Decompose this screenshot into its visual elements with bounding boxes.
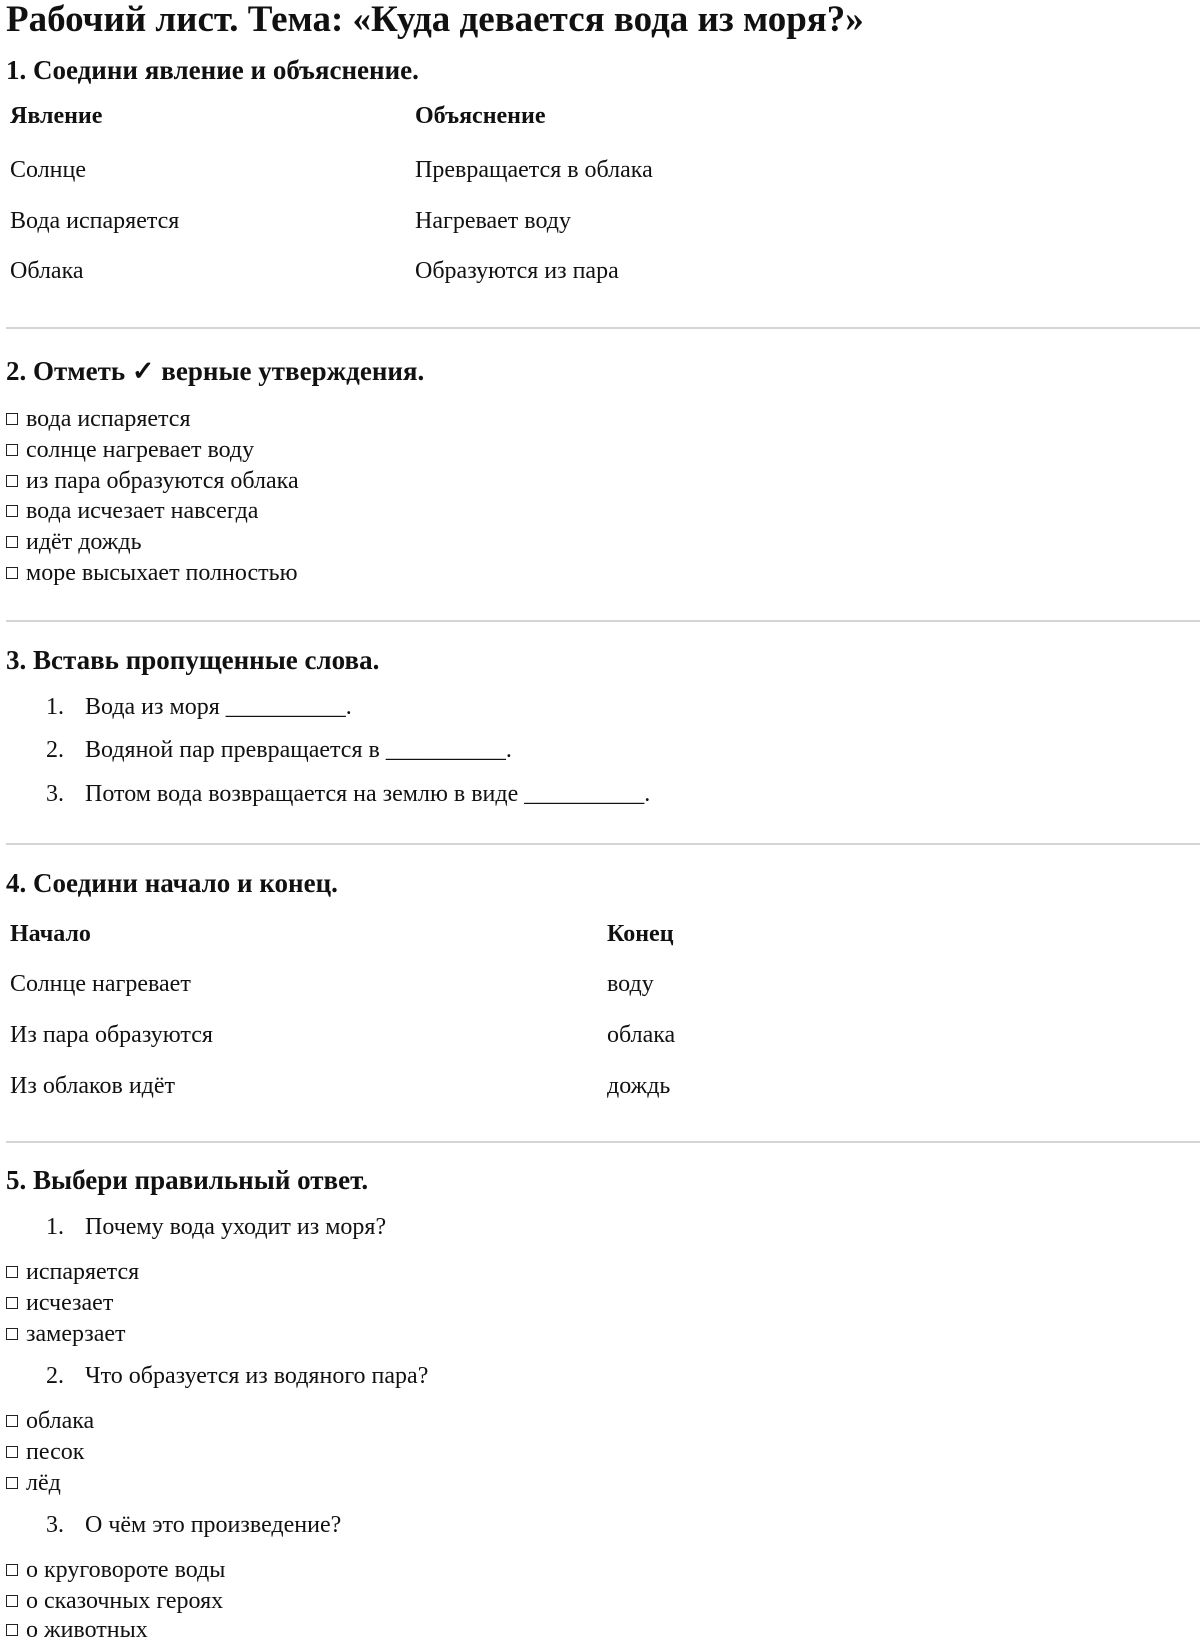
checkbox-icon[interactable] xyxy=(6,1266,18,1278)
s4-left-cell: Из облаков идёт xyxy=(10,1073,176,1099)
section-4-heading: 4. Соедини начало и конец. xyxy=(6,868,338,898)
section-divider xyxy=(6,1141,1200,1143)
checkbox-icon[interactable] xyxy=(6,1297,18,1309)
answer-option[interactable]: о животных xyxy=(6,1616,148,1644)
s1-left-cell: Вода испаряется xyxy=(10,208,180,234)
checkbox-icon[interactable] xyxy=(6,1595,18,1607)
section-5-heading: 5. Выбери правильный ответ. xyxy=(6,1165,369,1195)
checkbox-item[interactable]: идёт дождь xyxy=(6,528,142,556)
answer-option[interactable]: облака xyxy=(6,1407,94,1435)
section-1-heading: 1. Соедини явление и объяснение. xyxy=(6,55,419,85)
s1-right-cell: Нагревает воду xyxy=(415,208,571,234)
checkbox-icon[interactable] xyxy=(6,536,18,548)
checkbox-icon[interactable] xyxy=(6,1477,18,1489)
answer-option[interactable]: исчезает xyxy=(6,1289,113,1317)
checkbox-item[interactable]: вода испаряется xyxy=(6,405,191,433)
checkbox-icon[interactable] xyxy=(6,1328,18,1340)
answer-option[interactable]: песок xyxy=(6,1438,84,1466)
checkbox-icon[interactable] xyxy=(6,1415,18,1427)
section-divider xyxy=(6,327,1200,329)
page-title: Рабочий лист. Тема: «Куда девается вода из моря?» xyxy=(6,0,864,40)
checkbox-icon[interactable] xyxy=(6,444,18,456)
s1-right-cell: Образуются из пара xyxy=(415,258,619,284)
s4-col-left-header: Начало xyxy=(10,921,91,947)
s4-left-cell: Солнце нагревает xyxy=(10,971,191,997)
worksheet-page: Рабочий лист. Тема: «Куда девается вода из моря?» 1. Соедини явление и объяснение. Явление Объяснение Солнце Превращается в облака Вода испаряется Нагревает воду Облака Образуются из пара 2. Отметь ✓ верные утверждения. вода испаряется солнце нагревает воду из пара образуются облака вода исчезает навсегда идёт дождь море высыхает полностью 3. Вставь пропущенные слова. 1. Вода из моря __________. 2. Водяной пар превращается в __________. 3. Потом вода возвращается на землю в виде __________. 4. Соедини начало и конец. Начало Конец Солнце нагревает воду Из пара образуются облака Из облаков идёт дождь 5. Выбери правильный ответ. 1. Почему вода уходит из моря? испаряется исчезает замерзает 2. Что образуется из водяного пара? облака песок лёд 3. О чём это произведение? о круговороте воды о сказочных героях о животных xyxy=(0,0,1200,1640)
checkbox-icon[interactable] xyxy=(6,413,18,425)
section-2-heading: 2. Отметь ✓ верные утверждения. xyxy=(6,356,425,386)
checkbox-icon[interactable] xyxy=(6,567,18,579)
checkbox-icon[interactable] xyxy=(6,1446,18,1458)
checkbox-icon[interactable] xyxy=(6,1564,18,1576)
answer-option[interactable]: о сказочных героях xyxy=(6,1587,223,1615)
s4-right-cell: дождь xyxy=(607,1073,671,1099)
answer-option[interactable]: о круговороте воды xyxy=(6,1556,225,1584)
s4-col-right-header: Конец xyxy=(607,921,674,947)
s4-right-cell: облака xyxy=(607,1022,676,1048)
checkbox-item[interactable]: солнце нагревает воду xyxy=(6,436,254,464)
answer-option[interactable]: замерзает xyxy=(6,1320,126,1348)
s4-left-cell: Из пара образуются xyxy=(10,1022,213,1048)
s4-right-cell: воду xyxy=(607,971,654,997)
s1-left-cell: Солнце xyxy=(10,157,87,183)
section-3-heading: 3. Вставь пропущенные слова. xyxy=(6,645,380,675)
checkbox-item[interactable]: море высыхает полностью xyxy=(6,559,298,587)
section-divider xyxy=(6,843,1200,845)
checkbox-item[interactable]: вода исчезает навсегда xyxy=(6,497,258,525)
checkbox-item[interactable]: из пара образуются облака xyxy=(6,467,299,495)
answer-option[interactable]: испаряется xyxy=(6,1258,139,1286)
checkbox-icon[interactable] xyxy=(6,505,18,517)
s1-left-cell: Облака xyxy=(10,258,84,284)
s1-col-left-header: Явление xyxy=(10,103,103,129)
answer-option[interactable]: лёд xyxy=(6,1469,61,1497)
checkbox-icon[interactable] xyxy=(6,475,18,487)
s1-right-cell: Превращается в облака xyxy=(415,157,653,183)
section-divider xyxy=(6,620,1200,622)
s1-col-right-header: Объяснение xyxy=(415,103,546,129)
checkbox-icon[interactable] xyxy=(6,1624,18,1636)
